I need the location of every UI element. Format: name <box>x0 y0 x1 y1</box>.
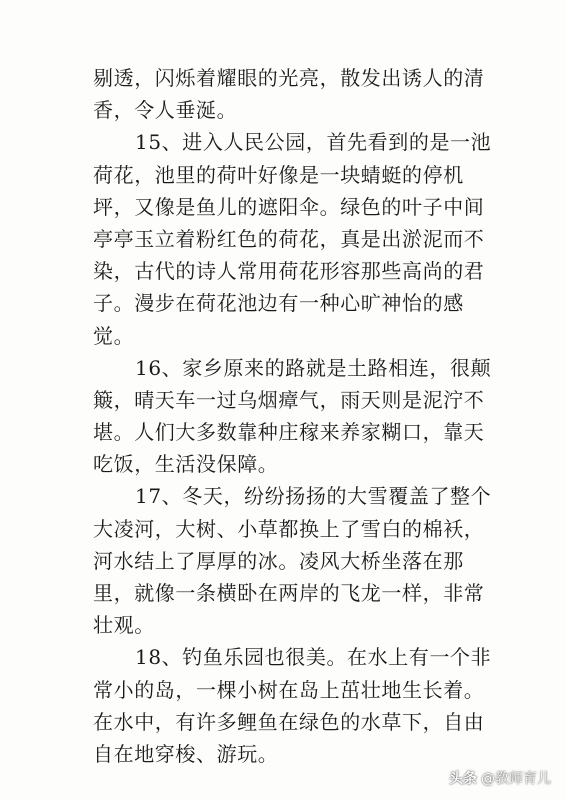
paragraph-start-15: 15、进入人民公园，首先看到的是一池 <box>135 130 492 155</box>
text-line: 荷花，池里的荷叶好像是一块蜻蜓的停机 <box>93 162 464 187</box>
text-line: 河水结上了厚厚的冰。凌风大桥坐落在那 <box>93 548 464 573</box>
text-line: 自在地穿梭、游玩。 <box>93 741 279 766</box>
text-line: 子。漫步在荷花池边有一种心旷神怡的感 <box>93 291 464 316</box>
paragraph-start-18: 18、钓鱼乐园也很美。在水上有一个非 <box>135 645 492 670</box>
watermark <box>449 768 551 788</box>
text-line: 大凌河，大树、小草都换上了雪白的棉袄， <box>93 516 485 541</box>
paragraph-start-16: 16、家乡原来的路就是土路相连，很颠 <box>135 355 492 380</box>
document-body <box>93 62 533 770</box>
watermark-brand: 头条 <box>449 771 477 787</box>
paragraph-start-17: 17、冬天，纷纷扬扬的大雪覆盖了整个 <box>135 484 492 509</box>
text-line: 香，令人垂涎。 <box>93 98 238 123</box>
watermark-handle: @教师育儿 <box>481 771 551 787</box>
text-line: 染，古代的诗人常用荷花形容那些高尚的君 <box>93 259 485 284</box>
text-line: 堪。人们大多数靠种庄稼来养家糊口，靠天 <box>93 420 485 445</box>
text-line: 剔透，闪烁着耀眼的光亮，散发出诱人的清 <box>93 66 485 90</box>
text-line: 里，就像一条横卧在两岸的飞龙一样，非常 <box>93 581 485 605</box>
text-line: 壮观。 <box>93 613 155 638</box>
text-line: 亭亭玉立着粉红色的荷花，真是出淤泥而不 <box>93 226 485 251</box>
text-line: 坪，又像是鱼儿的遮阳伞。绿色的叶子中间 <box>93 194 485 219</box>
text-line: 常小的岛，一棵小树在岛上茁壮地生长着。 <box>93 677 485 702</box>
text-line: 在水中，有许多鲤鱼在绿色的水草下，自由 <box>93 709 485 734</box>
text-line: 簸，晴天车一过乌烟瘴气，雨天则是泥泞不 <box>93 387 485 412</box>
text-line: 觉。 <box>93 323 135 348</box>
text-line: 吃饭，生活没保障。 <box>93 452 279 477</box>
